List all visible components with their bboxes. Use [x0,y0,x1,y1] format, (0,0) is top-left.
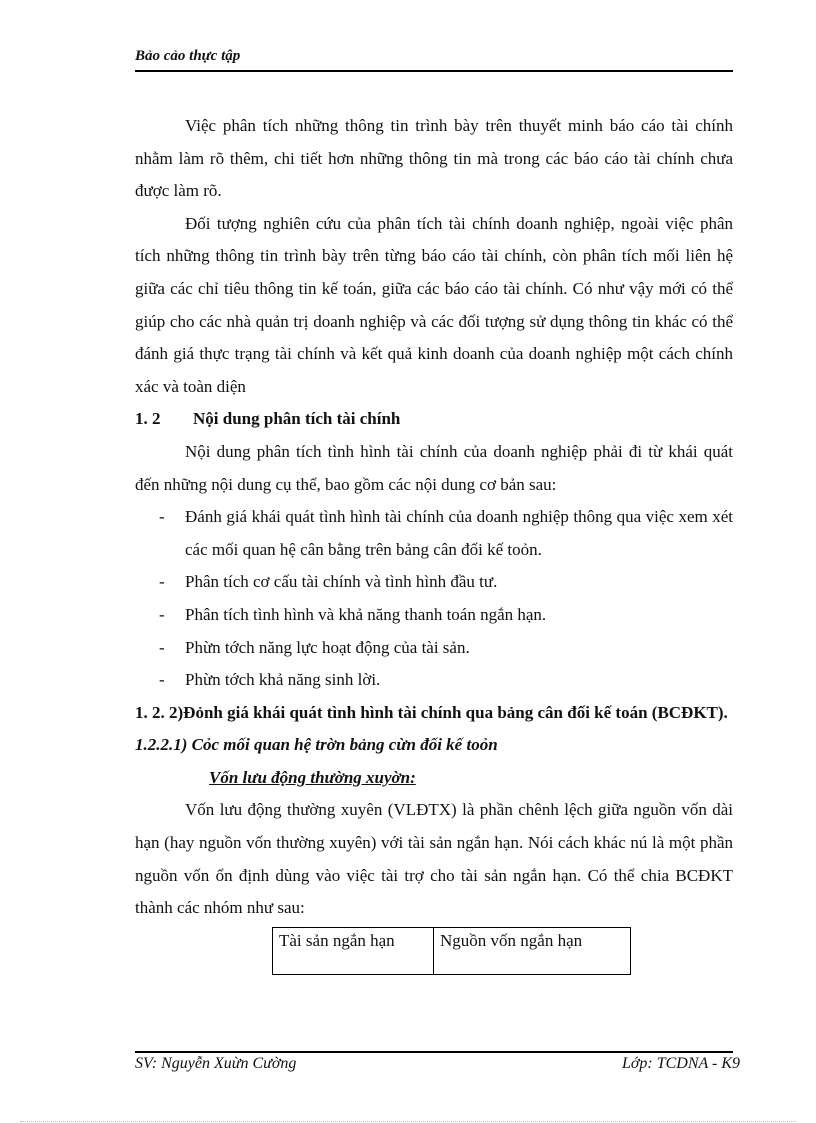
section-number: 1. 2 [135,409,161,429]
page-header-title: Bảo cảo thực tập [135,48,241,64]
balance-groups-table [272,927,631,975]
paragraph: Việc phân tích những thông tin trình bày trên thuyết minh báo cáo tài chính nhằm làm rõ thêm, chi tiết hơn những thông tin mà trong các báo cáo tài chính chưa được làm rõ. [135,116,733,201]
footer-class: Lớp: TCDNA - K9 [621,1055,740,1072]
document-body [135,110,733,975]
subheading-working-capital: Vốn lưu động thường xuyờn: [209,767,416,787]
list-item: - Phừn tớch khả năng sinh lời. [135,664,733,697]
footer-rule [135,1051,733,1053]
table-cell: Nguồn vốn ngắn hạn [434,927,631,974]
content-list [135,501,733,697]
table-cell: Tài sản ngắn hạn [273,927,434,974]
list-item: - Phân tích tình hình và khả năng thanh toán ngắn hạn. [135,599,733,632]
section-heading-1-2-2-1: 1.2.2.1) Cỏc mối quan hệ trờn bảng cừn đối kế toỏn [135,735,498,755]
paragraph: Nội dung phân tích tình hình tài chính của doanh nghiệp phải đi từ khái quát đến những nội dung cụ thể, bao gồm các nội dung cơ bản sau: [135,441,733,494]
list-item: - Phừn tớch năng lực hoạt động của tài sản. [135,632,733,665]
footer-student-name: SV: Nguyễn Xuừn Cường [135,1055,297,1072]
section-heading-1-2 [135,403,733,436]
section-heading-1-2-2: 1. 2. 2)Đỏnh giá khái quát tình hình tài chính qua bảng cân đối kế toán (BCĐKT). [135,702,728,722]
paragraph: Đối tượng nghiên cứu của phân tích tài chính doanh nghiệp, ngoài việc phân tích những thông tin trình bày trên từng báo cáo tài chính, còn phân tích mối liên hệ giữa các chỉ tiêu thông tin kế toán, giữa các báo cáo tài chính. Có như vậy mới có thể giúp cho các nhà quản trị doanh nghiệp và các đối tượng sử dụng thông tin khác có thể đánh giá thực trạng tài chính và kết quả kinh doanh của doanh nghiệp một cách chính xác và toàn diện [135,213,733,396]
list-item: - Phân tích cơ cấu tài chính và tình hình đầu tư. [135,566,733,599]
paragraph: Vốn lưu động thường xuyên (VLĐTX) là phần chênh lệch giữa nguồn vốn dài hạn (hay nguồn vốn thường xuyên) với tài sản ngắn hạn. Nói cách khác nú là một phần nguồn vốn ổn định dùng vào việc tài trợ cho tài sản ngắn hạn. Có thể chia BCĐKT thành các nhóm như sau: [135,800,733,918]
page-edge [20,1121,796,1122]
list-item: - Đánh giá khái quát tình hình tài chính của doanh nghiệp thông qua việc xem xét các mối quan hệ cân bằng trên bảng cân đối kế toỏn. [135,501,733,566]
table-row [273,927,631,974]
section-title: Nội dung phân tích tài chính [193,409,401,429]
header-rule [135,70,733,72]
